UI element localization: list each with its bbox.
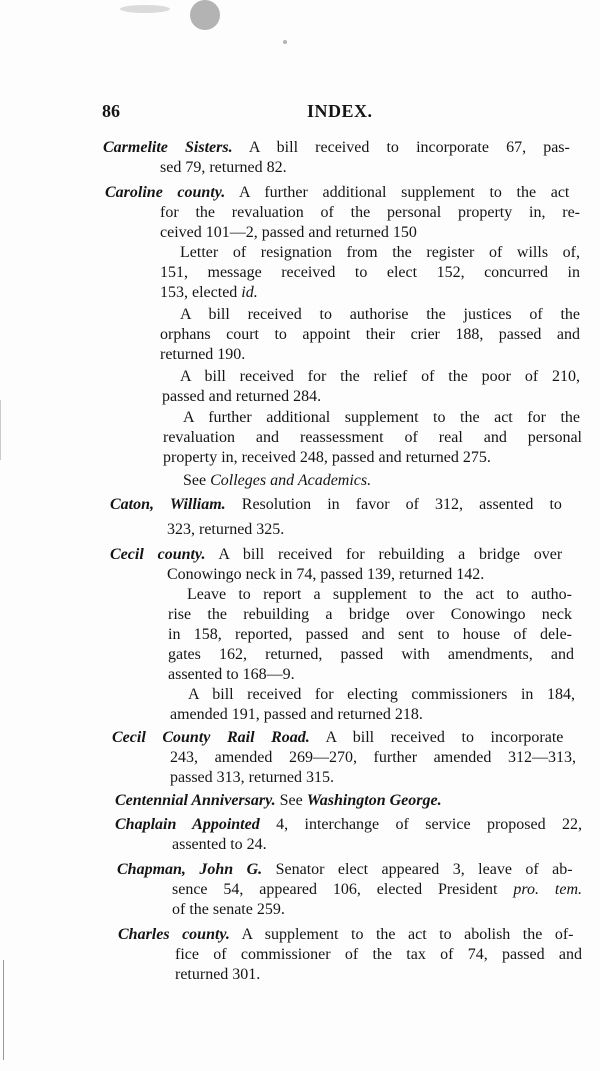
scan-smudge	[283, 40, 287, 44]
index-line	[175, 945, 582, 965]
index-line	[172, 900, 285, 920]
index-line	[168, 625, 572, 645]
page-number: 86	[102, 101, 120, 121]
index-line	[170, 748, 576, 768]
index-line	[183, 408, 580, 428]
page-edge-mark	[3, 960, 4, 1060]
index-text: assented to 24.	[172, 836, 267, 853]
index-text: A bill received for the relief of the poor of 210,	[180, 368, 580, 385]
index-text: in 158, reported, passed and sent to house of dele-	[168, 626, 572, 643]
index-text: A further additional supplement to the act	[225, 184, 570, 201]
index-text: passed and returned 284.	[162, 388, 322, 405]
index-text: A supplement to the act to abolish the of-	[229, 926, 574, 943]
index-line	[168, 665, 295, 685]
index-line	[168, 605, 572, 625]
index-line	[117, 860, 573, 880]
index-text: Leave to report a supplement to the act to autho-	[187, 586, 572, 603]
index-line	[170, 768, 334, 788]
index-text: A bill received for electing commissioners in 184,	[188, 686, 575, 703]
index-heading-text: id.	[241, 284, 258, 301]
index-heading-text: Charles county.	[118, 926, 230, 943]
index-line	[160, 158, 287, 178]
index-line	[162, 387, 321, 407]
index-heading-text: Caroline county.	[105, 184, 226, 201]
index-text: Senator elect appeared 3, leave of ab-	[262, 861, 573, 878]
scan-smudge	[190, 0, 220, 30]
index-text: Letter of resignation from the register of wills of,	[180, 244, 580, 261]
index-line	[103, 138, 570, 158]
index-text: rise the rebuilding a bridge over Conowingo neck	[168, 606, 572, 623]
index-text: 151, message received to elect 152, concurred in	[160, 264, 580, 281]
index-line	[170, 705, 423, 725]
scan-smudge	[120, 5, 170, 13]
index-text: of the senate 259.	[172, 901, 285, 918]
index-text: A bill received to incorporate 67, pas-	[232, 139, 570, 156]
index-heading-text: Caton, William.	[110, 496, 226, 513]
index-text: Resolution in favor of 312, assented to	[225, 496, 562, 513]
index-line	[118, 925, 574, 945]
index-line	[180, 367, 580, 387]
index-line	[105, 183, 569, 203]
index-text: A further additional supplement to the act for the	[183, 409, 580, 426]
index-text: Conowingo neck in 74, passed 139, returned 142.	[167, 566, 485, 583]
index-line	[160, 203, 580, 223]
index-text: sed 79, returned 82.	[160, 159, 287, 176]
index-text: returned 301.	[175, 966, 261, 983]
index-line	[112, 728, 563, 748]
index-text: fice of commissioner of the tax of 74, passed and	[175, 946, 582, 963]
index-line	[167, 520, 284, 540]
index-heading-text: Carmelite Sisters.	[103, 139, 233, 156]
index-text: 243, amended 269—270, further amended 312—313,	[170, 749, 576, 766]
index-line	[160, 263, 580, 283]
index-text: returned 190.	[160, 346, 246, 363]
index-line	[168, 645, 574, 665]
index-text: ceived 101—2, passed and returned 150	[160, 224, 417, 241]
index-line	[160, 283, 258, 303]
index-text: gates 162, returned, passed with amendments, and	[168, 646, 574, 663]
index-line	[172, 835, 267, 855]
index-text: A bill received to incorporate	[309, 729, 564, 746]
index-line	[188, 685, 575, 705]
index-line	[163, 448, 491, 468]
index-heading-text: Washington George.	[306, 792, 442, 809]
index-line	[175, 965, 260, 985]
page-title: INDEX.	[307, 101, 373, 121]
index-text: amended 191, passed and returned 218.	[170, 706, 423, 723]
index-line	[183, 471, 371, 491]
index-text: See	[275, 792, 307, 809]
index-heading-text: Centennial Anniversary.	[115, 792, 276, 809]
index-text: property in, received 248, passed and returned 275.	[163, 449, 491, 466]
index-line	[180, 305, 580, 325]
index-line	[110, 545, 562, 565]
index-text: passed 313, returned 315.	[170, 769, 334, 786]
index-text: sence 54, appeared 106, elected President	[172, 881, 514, 898]
index-text: 153, elected	[160, 284, 242, 301]
index-heading-text: Chapman, John G.	[117, 861, 263, 878]
index-text: orphans court to appoint their crier 188, passed and	[160, 326, 580, 343]
index-line	[115, 815, 582, 835]
index-text: A bill received to authorise the justices of the	[180, 306, 580, 323]
index-text: 323, returned 325.	[167, 521, 285, 538]
index-text: revaluation and reassessment of real and personal	[163, 429, 582, 446]
index-text: 4, interchange of service proposed 22,	[259, 816, 583, 833]
index-line	[172, 880, 582, 900]
index-line	[160, 325, 580, 345]
page-edge-mark	[0, 400, 1, 460]
index-text: See	[183, 472, 211, 489]
index-line	[180, 243, 580, 263]
index-heading-text: Cecil County Rail Road.	[112, 729, 310, 746]
index-text: for the revaluation of the personal property in, re-	[160, 204, 580, 221]
index-line	[187, 585, 572, 605]
index-line	[160, 223, 417, 243]
index-heading-text: Colleges and Academics.	[210, 472, 372, 489]
index-text: assented to 168—9.	[168, 666, 295, 683]
index-line	[167, 565, 484, 585]
index-heading-text: Chaplain Appointed	[115, 816, 260, 833]
index-line	[110, 495, 562, 515]
index-line	[163, 428, 582, 448]
index-line	[160, 345, 245, 365]
index-line	[115, 791, 442, 811]
index-heading-text: Cecil county.	[110, 546, 206, 563]
index-heading-text: pro. tem.	[513, 881, 583, 898]
index-text: A bill received for rebuilding a bridge over	[205, 546, 563, 563]
